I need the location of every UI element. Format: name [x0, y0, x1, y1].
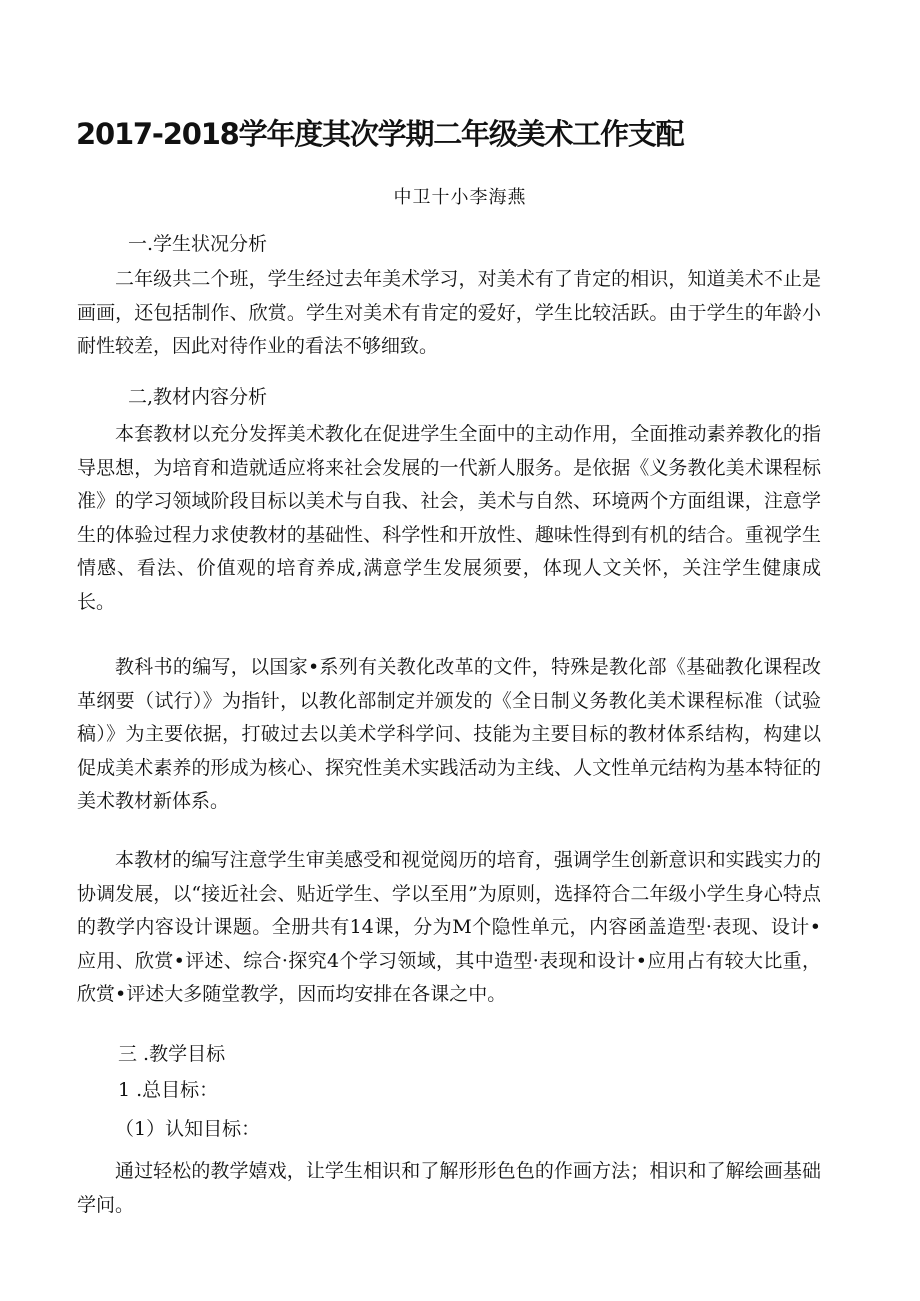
author-line: 中卫十小李海燕	[393, 187, 527, 208]
section-heading-teaching-goals: 三 .教学目标	[118, 1043, 226, 1065]
paragraph-textbook-1: 本套教材以充分发挥美术教化在促进学生全面中的主动作用，全面推动素养教化的指导思想，为培育和造就适应将来社会发展的一代新人服务。是依据《义务教化美术课程标准》的学习领域阶段目标以美术与自我、社会，美术与自然、环境两个方面组课，注意学生的体验过程力求使教材的基础性、科学性和开放性、趣味性得到有机的结合。重视学生情感、看法、价值观的培育养成,满意学生发展须要，体现人文关怀，关注学生健康成长。	[77, 423, 821, 613]
paragraph-textbook-2: 教科书的编写，以国家•系列有关教化改革的文件，特殊是教化部《基础教化课程改革纲要（试行）》为指针，以教化部制定并颁发的《全日制义务教化美术课程标准（试验稿）》为主要依据，打破过去以美术学科学问、技能为主要目标的教材体系结构，构建以促成美术素养的形成为核心、探究性美术实践活动为主线、人文性单元结构为基本特征的美术教材新体系。	[77, 656, 821, 812]
document-title: 2017-2018学年度其次学期二年级美术工作支配	[76, 117, 684, 151]
paragraph-student-analysis: 二年级共二个班，学生经过去年美术学习，对美术有了肯定的相识，知道美术不止是画画，还包括制作、欣赏。学生对美术有肯定的爱好，学生比较活跃。由于学生的年龄小耐性较差，因此对待作业的看法不够细致。	[77, 268, 821, 357]
paragraph-cognitive-goals: 通过轻松的教学嬉戏，让学生相识和了解形形色色的作画方法；相识和了解绘画基础学问。	[77, 1160, 821, 1216]
section-heading-textbook-analysis: 二,教材内容分析	[128, 386, 268, 408]
subheading-cognitive-goals: （1）认知目标：	[115, 1118, 261, 1140]
section-heading-student-analysis: 一.学生状况分析	[128, 233, 268, 255]
paragraph-textbook-3: 本教材的编写注意学生审美感受和视觉阅历的培育，强调学生创新意识和实践实力的协调发展，以“接近社会、贴近学生、学以至用”为原则，选择符合二年级小学生身心特点的教学内容设计课题。全册共有14课，分为M个隐性单元，内容函盖造型·表现、设计•应用、欣赏•评述、综合·探究4个学习领域，其中造型·表现和设计•应用占有较大比重，欣赏•评述大多随堂教学，因而均安排在各课之中。	[77, 849, 821, 1005]
subheading-overall-goals: 1 .总目标：	[118, 1079, 219, 1101]
